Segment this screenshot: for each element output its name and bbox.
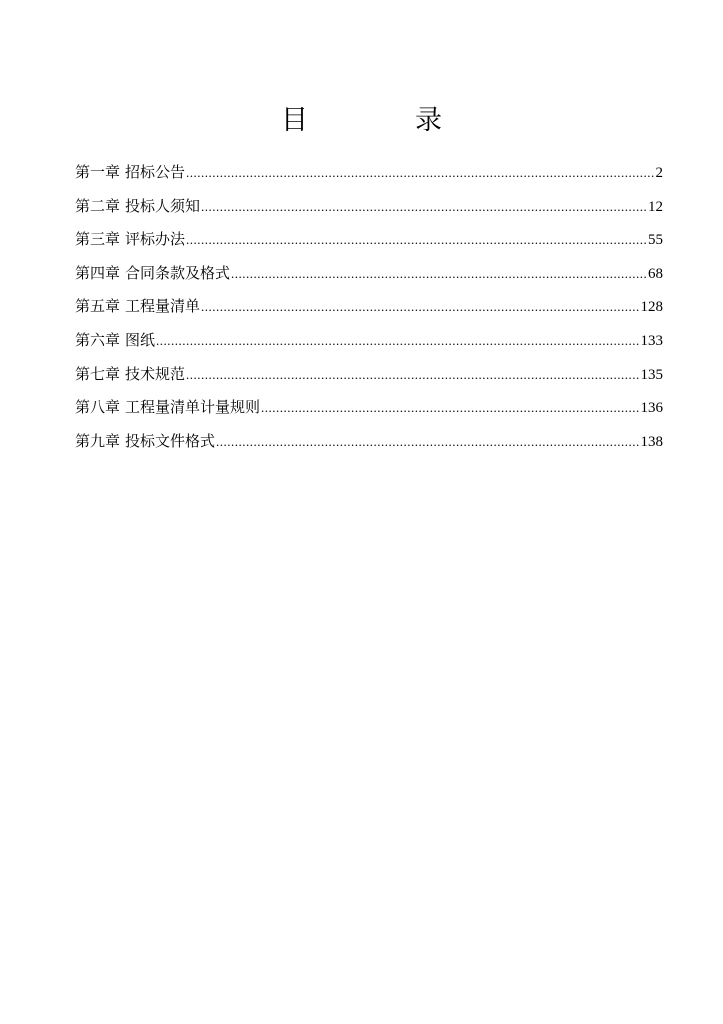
toc-page-number: 2: [655, 165, 663, 181]
toc-page-number: 136: [640, 400, 663, 417]
toc-chapter-heading: 评标办法: [125, 230, 186, 249]
toc-chapter-heading: 图纸: [125, 330, 156, 349]
toc-page-number: 133: [640, 332, 663, 349]
toc-dot-leader: [261, 391, 639, 425]
toc-chapter-number: 第九章: [75, 431, 121, 450]
toc-title: 目 录: [281, 105, 482, 136]
toc-chapter-number: 第三章: [75, 230, 121, 249]
toc-dot-leader: [201, 290, 639, 324]
toc-chapter-number: 第一章: [75, 163, 121, 181]
toc-entry[interactable]: [75, 223, 663, 257]
toc-chapter-heading: 招标公告: [125, 163, 186, 181]
toc-chapter-heading: 合同条款及格式: [125, 263, 231, 282]
toc-chapter-number: 第二章: [75, 196, 121, 215]
toc-page-number: 12: [648, 198, 663, 215]
toc-chapter-heading: 工程量清单计量规则: [125, 398, 261, 417]
toc-page-number: 55: [648, 232, 663, 249]
toc-entry[interactable]: [75, 257, 663, 291]
toc-chapter-heading: 投标人须知: [125, 196, 201, 215]
toc-chapter-heading: 投标文件格式: [125, 431, 216, 450]
toc-chapter-number: 第五章: [75, 297, 121, 316]
toc-chapter-number: 第四章: [75, 263, 121, 282]
table-of-contents: [75, 156, 663, 458]
toc-entry[interactable]: [75, 156, 663, 190]
toc-entry[interactable]: [75, 324, 663, 358]
toc-chapter-number: 第八章: [75, 398, 121, 417]
toc-dot-leader: [186, 156, 654, 190]
toc-entry[interactable]: [75, 391, 663, 425]
toc-entry[interactable]: [75, 190, 663, 224]
toc-chapter-heading: 技术规范: [125, 364, 186, 383]
toc-page-number: 135: [640, 366, 663, 383]
toc-dot-leader: [231, 257, 647, 291]
toc-dot-leader: [156, 324, 639, 358]
toc-entry[interactable]: [75, 358, 663, 392]
toc-page-number: 138: [640, 433, 663, 450]
toc-chapter-heading: 工程量清单: [125, 297, 201, 316]
toc-page-number: 128: [640, 299, 663, 316]
toc-dot-leader: [216, 425, 639, 459]
toc-dot-leader: [186, 358, 639, 392]
toc-dot-leader: [186, 223, 647, 257]
toc-page-number: 68: [648, 265, 663, 282]
toc-dot-leader: [201, 190, 647, 224]
toc-entry[interactable]: [75, 290, 663, 324]
toc-entry[interactable]: [75, 425, 663, 459]
toc-chapter-number: 第七章: [75, 364, 121, 383]
toc-chapter-number: 第六章: [75, 330, 121, 349]
